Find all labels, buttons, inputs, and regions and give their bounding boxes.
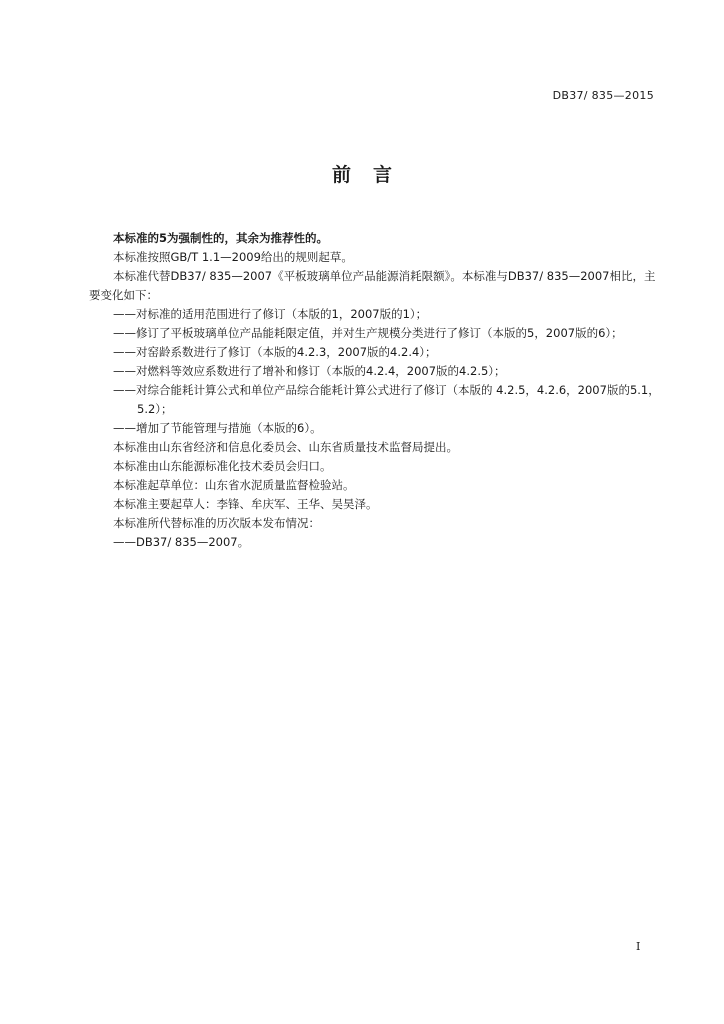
mandatory-clause-statement: 本标准的5为强制性的，其余为推荐性的。 xyxy=(113,231,328,245)
change-item: ——增加了节能管理与措施（本版的6）。 xyxy=(113,421,322,435)
committee-statement: 本标准由山东能源标准化技术委员会归口。 xyxy=(113,459,332,473)
change-item: ——对标准的适用范围进行了修订（本版的1，2007版的1）； xyxy=(113,307,428,321)
change-item: ——对燃料等效应系数进行了增补和修订（本版的4.2.4，2007版的4.2.5）； xyxy=(113,364,506,378)
replacement-statement: 本标准代替DB37/ 835—2007《平板玻璃单位产品能源消耗限额》。本标准与DB37/ 835—2007相比，主要变化如下： xyxy=(89,269,656,302)
change-item: ——修订了平板玻璃单位产品能耗限定值，并对生产规模分类进行了修订（本版的5，2007版的6）； xyxy=(113,326,623,340)
proposer-statement: 本标准由山东省经济和信息化委员会、山东省质量技术监督局提出。 xyxy=(113,440,458,454)
page-title: 前言 xyxy=(331,164,414,186)
change-item: ——对综合能耗计算公式和单位产品综合能耗计算公式进行了修订（本版的 4.2.5，4.2.6，2007版的5.1，5.2）； xyxy=(113,383,660,416)
foreword-body xyxy=(89,229,661,552)
drafters-statement: 本标准主要起草人：李锋、牟庆军、王华、吴昊泽。 xyxy=(113,497,378,511)
previous-editions-heading: 本标准所代替标准的历次版本发布情况： xyxy=(113,516,320,530)
document-code: DB37/ 835—2015 xyxy=(552,89,654,102)
drafting-rules-statement: 本标准按照GB/T 1.1—2009给出的规则起草。 xyxy=(113,250,353,264)
previous-edition-item: ——DB37/ 835—2007。 xyxy=(113,535,250,549)
drafting-unit-statement: 本标准起草单位：山东省水泥质量监督检验站。 xyxy=(113,478,355,492)
page-number: I xyxy=(636,940,641,953)
change-item: ——对窑龄系数进行了修订（本版的4.2.3，2007版的4.2.4）； xyxy=(113,345,437,359)
